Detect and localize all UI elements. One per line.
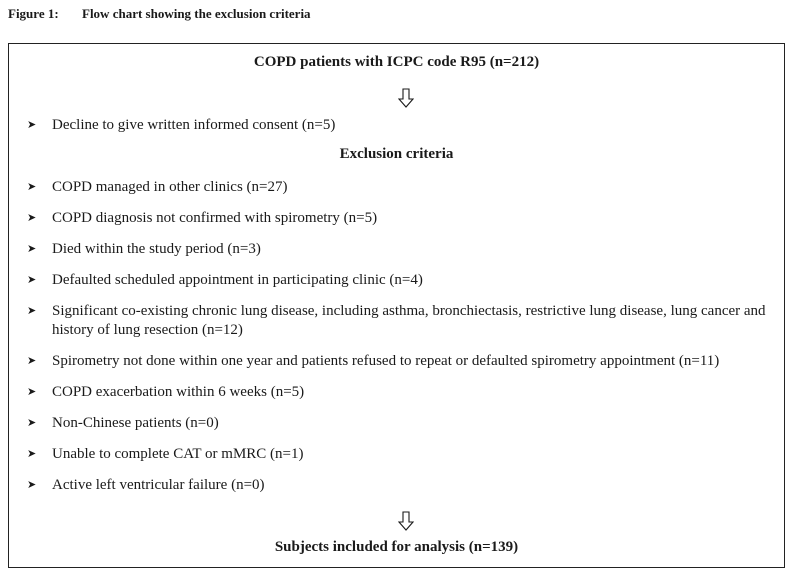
- exclusion-item: [27, 209, 774, 228]
- exclusion-item-text: Defaulted scheduled appointment in participating clinic (n=4): [52, 272, 423, 288]
- exclusion-item-text: COPD managed in other clinics (n=27): [52, 179, 288, 195]
- exclusion-item-text: COPD exacerbation within 6 weeks (n=5): [52, 384, 305, 400]
- arrowhead-bullet-icon: ➤: [27, 181, 37, 193]
- arrowhead-bullet-icon: ➤: [27, 212, 37, 224]
- bottom-node: Subjects included for analysis (n=139): [274, 539, 519, 555]
- arrowhead-bullet-icon: ➤: [27, 305, 37, 317]
- figure-caption: [8, 6, 311, 22]
- exclusion-item: [27, 302, 774, 340]
- arrowhead-bullet-icon: ➤: [27, 417, 37, 429]
- down-arrow-icon: [398, 511, 414, 531]
- exclusion-item: [27, 271, 774, 290]
- figure-label: Figure 1:: [8, 6, 59, 21]
- exclusion-item: [27, 178, 774, 197]
- flowchart-box: [8, 43, 785, 568]
- arrowhead-bullet-icon: ➤: [27, 119, 37, 131]
- arrowhead-bullet-icon: ➤: [27, 243, 37, 255]
- arrowhead-bullet-icon: ➤: [27, 355, 37, 367]
- consent-exclusion-item: [27, 116, 774, 135]
- down-arrow-icon: [398, 88, 414, 108]
- consent-exclusion-text: Decline to give written informed consent (n=5): [52, 117, 336, 133]
- figure-title: Flow chart showing the exclusion criteria: [82, 6, 311, 21]
- exclusion-item-text: Unable to complete CAT or mMRC (n=1): [52, 446, 304, 462]
- exclusion-item-text: Non-Chinese patients (n=0): [52, 415, 219, 431]
- exclusion-item-text: COPD diagnosis not confirmed with spirometry (n=5): [52, 210, 378, 226]
- exclusion-item: [27, 383, 774, 402]
- exclusion-item: [27, 352, 774, 371]
- arrowhead-bullet-icon: ➤: [27, 386, 37, 398]
- exclusion-item-text: Spirometry not done within one year and patients refused to repeat or defaulted spirometry appointment (n=11): [52, 353, 720, 369]
- arrowhead-bullet-icon: ➤: [27, 479, 37, 491]
- exclusion-item-text: Active left ventricular failure (n=0): [52, 477, 265, 493]
- exclusion-item-text: Died within the study period (n=3): [52, 241, 261, 257]
- exclusion-item: [27, 476, 774, 495]
- exclusion-item-text: Significant co-existing chronic lung disease, including asthma, bronchiectasis, restrictive lung disease, lung cancer and history of lung resection (n=12): [52, 303, 766, 338]
- arrowhead-bullet-icon: ➤: [27, 274, 37, 286]
- arrowhead-bullet-icon: ➤: [27, 448, 37, 460]
- exclusion-item: [27, 240, 774, 259]
- exclusion-heading: Exclusion criteria: [339, 146, 454, 162]
- top-node: COPD patients with ICPC code R95 (n=212): [253, 54, 540, 70]
- exclusion-item: [27, 414, 774, 433]
- exclusion-item: [27, 445, 774, 464]
